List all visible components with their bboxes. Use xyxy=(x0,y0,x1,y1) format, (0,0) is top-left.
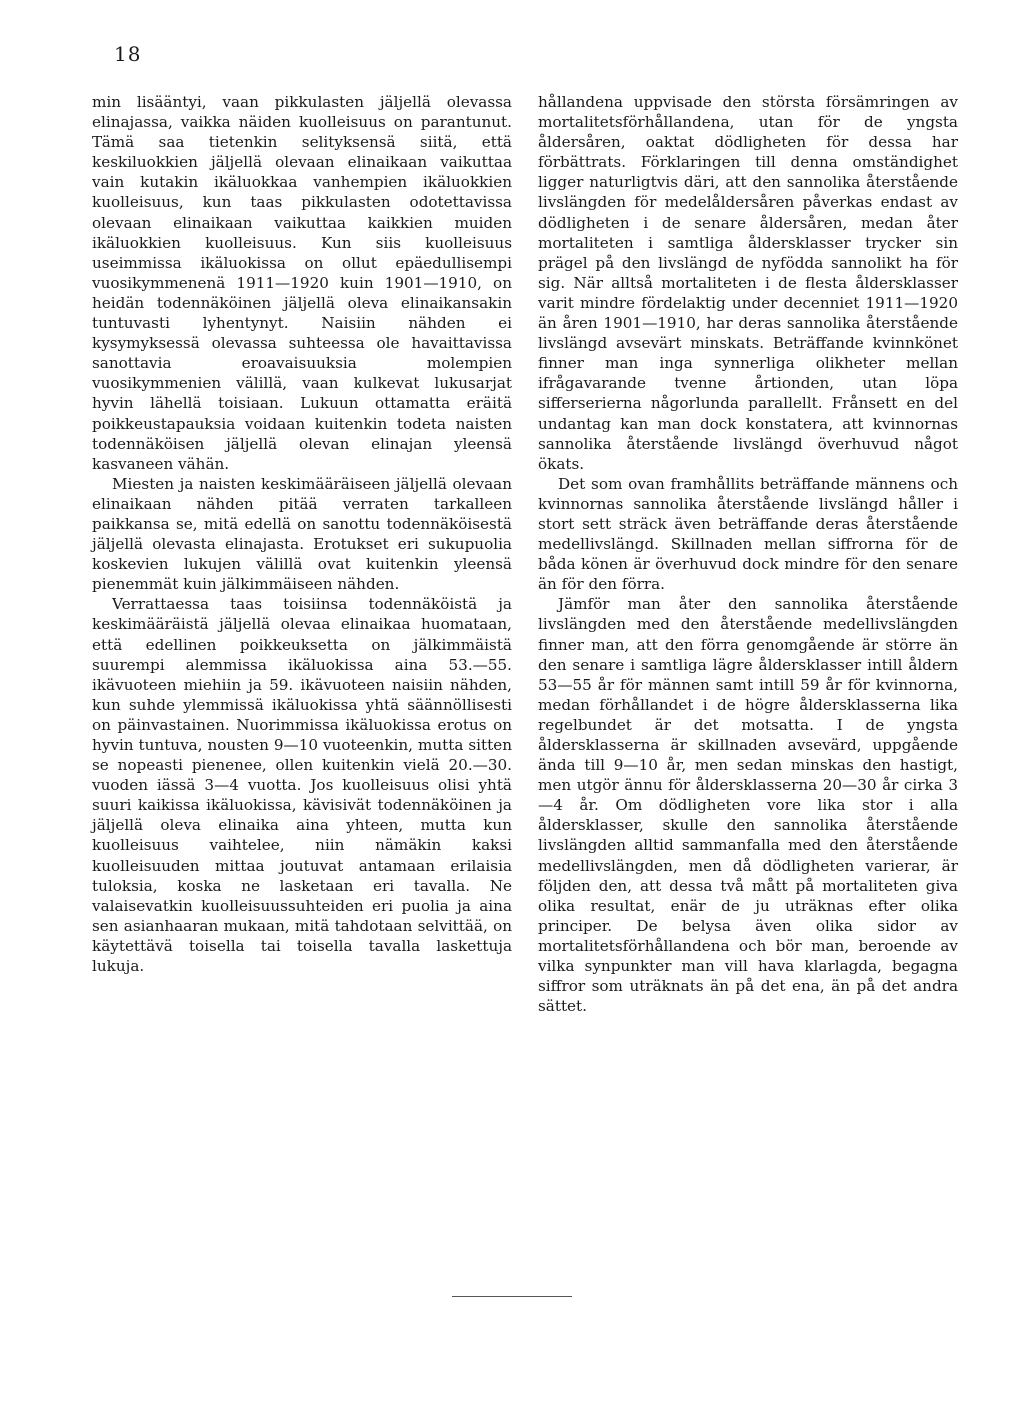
paragraph: Jämför man åter den sannolika återstående livslängden med den återstående medellivslängden finner man, att den förra genomgående är större än den senare i samtliga lägre åldersklasser intill åldern 53—55 år för männen samt intill 59 år för kvinnorna, medan förhållandet i de högre åldersklasserna lika regelbundet är det motsatta. I de yngsta åldersklasserna är skillnaden avsevärd, uppgående ända till 9—10 år, men sedan minskas den hastigt, men utgör ännu för åldersklasserna 20—30 år cirka 3—4 år. Om dödligheten vore lika stor i alla åldersklasser, skulle den sannolika återstående livslängden alltid sammanfalla med den återstående medellivslängden, men då dödligheten varierar, är följden den, att dessa två mått på mortaliteten giva olika resultat, enär de ju uträknas efter olika principer. De belysa även olika sidor av mortalitetsförhållandena och bör man, beroende av vilka synpunkter man vill hava klarlagda, begagna siffror som uträknats än på det ena, än på det andra sättet. xyxy=(538,595,958,1016)
paragraph: Verrattaessa taas toisiinsa todennäköistä ja keskimääräistä jäljellä olevaa elinaikaa huomataan, että edellinen poikkeuksetta on jälkimmäistä suurempi alemmissa ikäluokissa aina 53.—55. ikävuoteen miehiin ja 59. ikävuoteen naisiin nähden, kun suhde ylemmissä ikäluokissa yhtä säännöllisesti on päinvastainen. Nuorimmissa ikäluokissa erotus on hyvin tuntuva, nousten 9—10 vuoteenkin, mutta sitten se nopeasti pienenee, ollen kuitenkin vielä 20.—30. vuoden iässä 3—4 vuotta. Jos kuolleisuus olisi yhtä suuri kaikissa ikäluokissa, kävisivät todennäköinen ja jäljellä oleva elinaika aina yhteen, mutta kun kuolleisuus vaihtelee, niin nämäkin kaksi kuolleisuuden mittaa joutuvat antamaan erilaisia tuloksia, koska ne lasketaan eri tavalla. Ne valaisevatkin kuolleisuussuhteiden eri puolia ja aina sen asianhaaran mukaan, mitä tahdotaan selvittää, on käytettävä toisella tai toisella tavalla laskettuja lukuja. xyxy=(92,595,512,976)
page-number: 18 xyxy=(114,42,142,66)
paragraph: min lisääntyi, vaan pikkulasten jäljellä olevassa elinajassa, vaikka näiden kuolleisuus on parantunut. Tämä saa tietenkin selityksensä siitä, että keskiluokkien jäljellä olevaan elinaikaan vaikuttaa vain kutakin ikäluokkaa vanhempien ikäluokkien kuolleisuus, kun taas pikkulasten odotettavissa olevaan elinaikaan vaikuttaa kaikkien muiden ikäluokkien kuolleisuus. Kun siis kuolleisuus useimmissa ikäluokissa on ollut epäedullisempi vuosikymmenenä 1911—1920 kuin 1901—1910, on heidän todennäköinen jäljellä oleva elinaikansakin tuntuvasti lyhentynyt. Naisiin nähden ei kysymyksessä olevassa suhteessa ole havaittavissa sanottavia eroavaisuuksia molempien vuosikymmenien välillä, vaan kulkevat lukusarjat hyvin lähellä toisiaan. Lukuun ottamatta eräitä poikkeustapauksia voidaan kuitenkin todeta naisten todennäköisen jäljellä olevan elinajan yleensä kasvaneen vähän. xyxy=(92,93,512,473)
section-divider xyxy=(452,1296,572,1297)
paragraph: Det som ovan framhållits beträffande männens och kvinnornas sannolika återstående livslängd håller i stort sett sträck även beträffande deras återstående medellivslängd. Skillnaden mellan siffrorna för de båda könen är överhuvud dock mindre för den senare än för den förra. xyxy=(538,474,958,594)
finnish-text-column xyxy=(92,92,512,976)
swedish-text-column xyxy=(538,92,958,1016)
paragraph: hållandena uppvisade den största försämringen av mortalitetsförhållandena, utan för de yngsta åldersåren, oaktat dödligheten för dessa har förbättrats. Förklaringen till denna omständighet ligger naturligtvis däri, att den sannolika återstående livslängden för medelåldersåren påverkas endast av dödligheten i de senare åldersåren, medan åter mortaliteten i samtliga åldersklasser trycker sin prägel på den livslängd de nyfödda sannolikt ha för sig. När alltså mortaliteten i de flesta åldersklasser varit mindre fördelaktig under decenniet 1911—1920 än åren 1901—1910, har deras sannolika återstående livslängd avsevärt minskats. Beträffande kvinnkönet finner man inga synnerliga olikheter mellan ifrågavarande tvenne årtionden, utan löpa sifferserierna någorlunda parallellt. Frånsett en del undantag kan man dock konstatera, att kvinnornas sannolika återstående livslängd överhuvud något ökats. xyxy=(538,93,958,473)
paragraph: Miesten ja naisten keskimääräiseen jäljellä olevaan elinaikaan nähden pitää verraten tarkalleen paikkansa se, mitä edellä on sanottu todennäköisestä jäljellä olevasta elinajasta. Erotukset eri sukupuolia koskevien lukujen välillä ovat kuitenkin yleensä pienemmät kuin jälkimmäiseen nähden. xyxy=(92,474,512,594)
